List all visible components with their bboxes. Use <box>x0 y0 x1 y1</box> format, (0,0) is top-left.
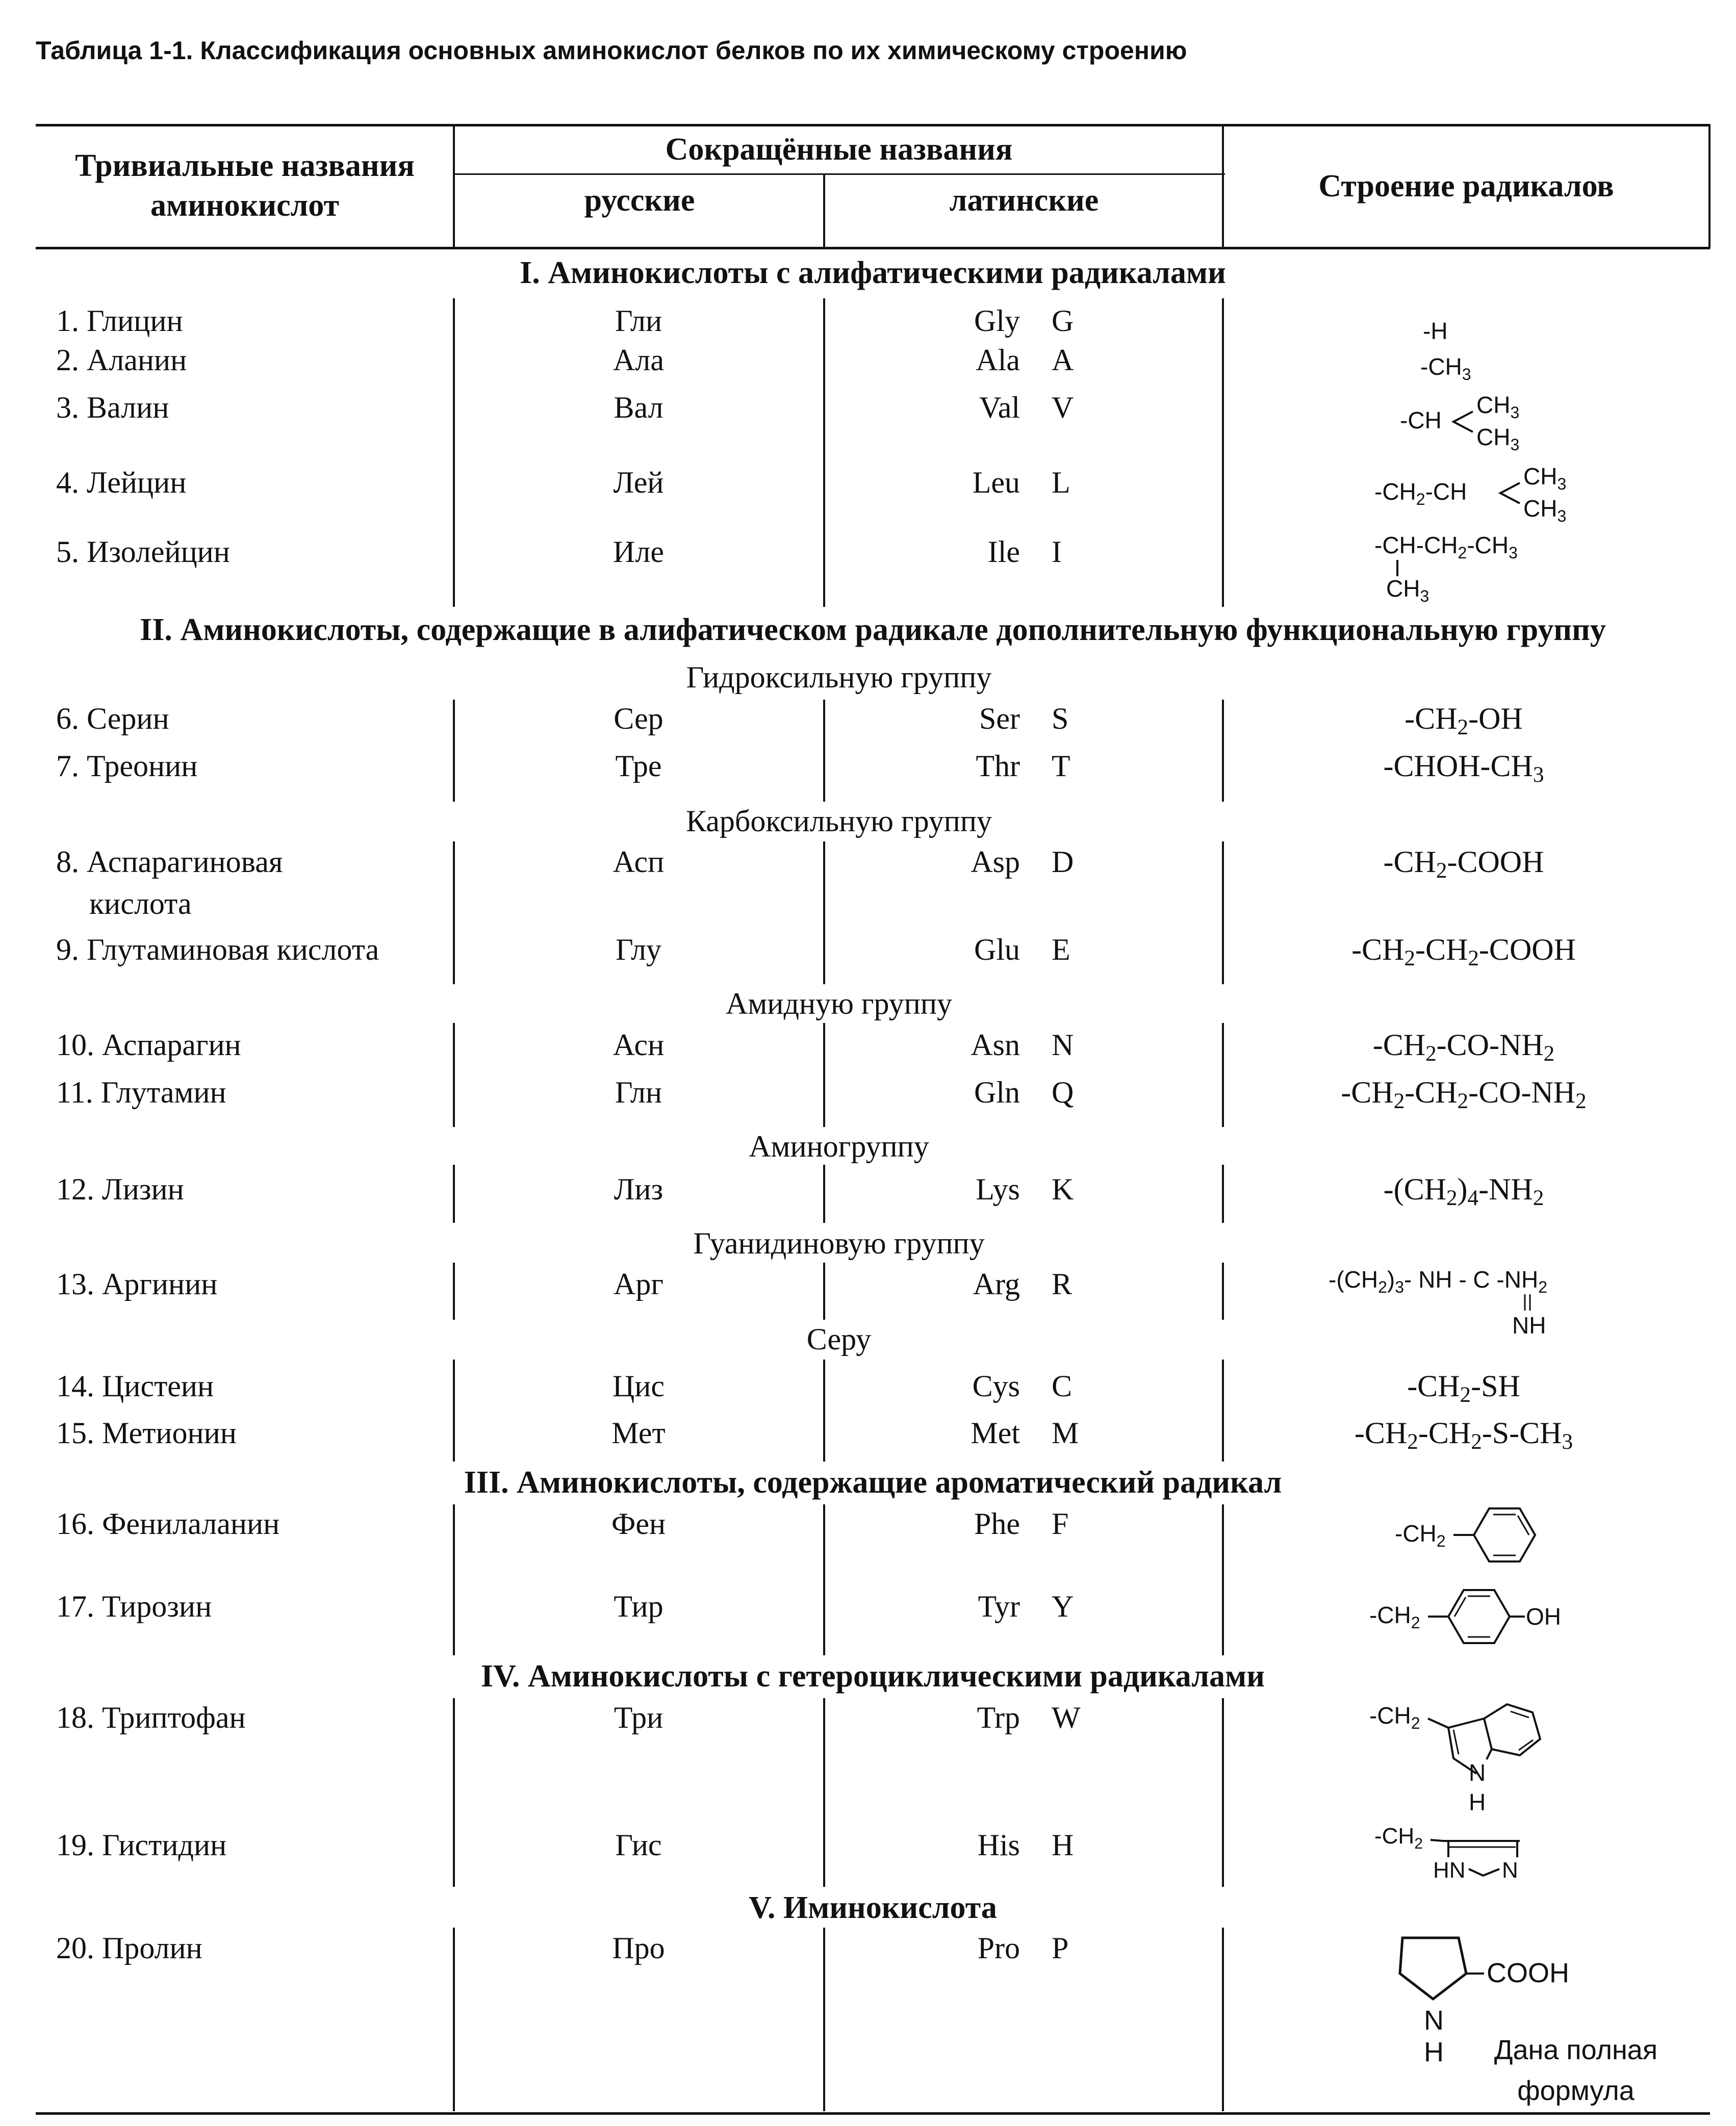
abbr-latin-1: T <box>1052 749 1070 783</box>
amino-acid-name: 15. Метионин <box>56 1416 237 1450</box>
abbr-latin-3: Gln <box>974 1075 1020 1109</box>
amino-acid-name: 12. Лизин <box>56 1172 184 1206</box>
amino-acid-name: 13. Аргинин <box>56 1267 218 1301</box>
column-divider-1 <box>453 1165 455 1223</box>
abbr-latin-3: Lys <box>976 1172 1020 1206</box>
abbr-russian: Тре <box>615 749 662 783</box>
abbr-russian: Цис <box>612 1369 665 1403</box>
header-latin: латинские <box>949 183 1099 218</box>
formula-tyr <box>1367 1581 1632 1652</box>
formula-his <box>1372 1821 1596 1892</box>
abbr-russian: Мет <box>611 1416 666 1450</box>
svg-text:-CH2: $-CH_2$ <box>1369 1702 1420 1732</box>
column-divider-1 <box>453 1504 455 1655</box>
abbr-latin-3: Phe <box>974 1507 1020 1541</box>
column-divider-3 <box>1222 1360 1224 1462</box>
amino-acid-name: 11. Глутамин <box>56 1075 226 1109</box>
column-divider-2 <box>823 298 825 607</box>
column-divider-1 <box>453 1263 455 1320</box>
column-divider-1 <box>453 700 455 802</box>
abbr-latin-3: Asn <box>971 1028 1020 1062</box>
formula-phe <box>1392 1499 1596 1571</box>
formula-lys: $-(CH_2)_4-NH_2$ <box>1383 1172 1544 1210</box>
section-heading-5: V. Иминокислота <box>749 1890 997 1925</box>
abbr-russian: Глн <box>615 1075 662 1109</box>
formula-ala <box>1418 347 1540 388</box>
abbr-latin-1: I <box>1052 535 1062 569</box>
svg-text:-CH-CH2-CH3: $-CH-CH_2-CH_3$ <box>1374 532 1518 562</box>
subheading-amino: Аминогруппу <box>749 1130 929 1163</box>
abbr-russian: Лей <box>613 466 664 499</box>
abbr-latin-1: A <box>1052 343 1074 377</box>
column-divider-2 <box>823 1023 825 1127</box>
abbr-latin-1: Y <box>1052 1590 1074 1623</box>
table-title: Таблица 1-1. Классификация основных аминокислот белков по их химическому строению <box>36 36 1187 65</box>
formula-val <box>1397 385 1581 462</box>
subheading-guanidine: Гуанидиновую группу <box>693 1226 985 1260</box>
column-divider-3 <box>1222 1165 1224 1223</box>
svg-text:CH3: $CH_3$ <box>1476 424 1520 454</box>
abbr-latin-3: Pro <box>977 1931 1020 1965</box>
amino-acid-name: 3. Валин <box>56 391 169 424</box>
svg-text:-CH2-CH: $-CH_2-CH$ <box>1374 478 1467 508</box>
abbr-latin-3: His <box>977 1828 1020 1862</box>
table-top-rule <box>36 124 1710 126</box>
header-right-border <box>1708 124 1711 248</box>
abbr-latin-3: Ile <box>987 535 1020 569</box>
formula-glu: $-CH_2-CH_2$-COOH <box>1351 933 1576 970</box>
column-divider-1 <box>453 1023 455 1127</box>
formula-ser: $-CH_2-OH$ <box>1405 702 1523 739</box>
svg-text:N: N <box>1424 2005 1444 2036</box>
abbr-latin-1: G <box>1052 304 1074 338</box>
abbr-russian: Асп <box>612 845 665 879</box>
table-bottom-rule <box>36 2112 1710 2115</box>
abbr-russian: Ала <box>613 343 664 377</box>
abbr-latin-1: C <box>1052 1369 1073 1403</box>
abbr-russian: Лиз <box>614 1172 663 1206</box>
header-trivial-line1: Тривиальные названия <box>75 148 415 183</box>
amino-acid-name: 7. Треонин <box>56 749 198 783</box>
svg-text:-(CH2)3- NH - C -NH2: $-(CH_2)_3-$ NH - C $-NH_2$ <box>1329 1266 1547 1296</box>
amino-acid-name: 9. Глутаминовая кислота <box>56 933 379 966</box>
formula-asp: $-CH_2$-COOH <box>1383 845 1544 883</box>
column-divider-3 <box>1222 841 1224 984</box>
abbr-latin-3: Asp <box>971 845 1020 879</box>
formula-leu <box>1372 456 1617 533</box>
abbr-russian: Глу <box>615 933 662 966</box>
abbr-latin-3: Trp <box>977 1701 1020 1734</box>
abbr-latin-1: R <box>1052 1267 1073 1301</box>
amino-acid-name-line2: кислота <box>89 887 192 920</box>
abbr-russian: Сер <box>614 702 663 735</box>
abbr-latin-3: Gly <box>974 304 1020 338</box>
formula-cys: $-CH_2-SH$ <box>1407 1369 1520 1407</box>
column-divider-1 <box>453 1698 455 1887</box>
column-divider-2 <box>823 1504 825 1655</box>
abbr-russian: Арг <box>614 1267 663 1301</box>
abbr-latin-3: Leu <box>972 466 1020 499</box>
header-structure: Строение радикалов <box>1318 169 1614 203</box>
formula-ile <box>1372 525 1617 607</box>
column-divider-2 <box>823 700 825 802</box>
abbr-latin-1: S <box>1052 702 1069 735</box>
abbr-latin-3: Glu <box>974 933 1020 966</box>
subheading-carboxyl: Карбоксильную группу <box>685 804 992 838</box>
svg-text:CH3: $CH_3$ <box>1523 463 1567 493</box>
svg-text:H: H <box>1469 1789 1486 1815</box>
column-divider-3 <box>1222 298 1224 607</box>
amino-acid-name: 8. Аспарагиновая <box>56 845 283 879</box>
column-divider-2 <box>823 1928 825 2111</box>
section-heading-1: I. Аминокислоты с алифатическими радикалами <box>520 255 1226 290</box>
abbr-latin-1: K <box>1052 1172 1074 1206</box>
abbr-latin-1: M <box>1052 1416 1079 1450</box>
svg-text:CH3: $CH_3$ <box>1523 495 1567 525</box>
abbr-latin-1: P <box>1052 1931 1069 1965</box>
subheading-amide: Амидную группу <box>726 987 952 1020</box>
proline-note-line2: формула <box>1517 2076 1635 2106</box>
column-divider-3 <box>1222 1504 1224 1655</box>
amino-acid-name: 19. Гистидин <box>56 1828 227 1862</box>
column-divider-1 <box>453 1360 455 1462</box>
formula-thr: $-CHOH-CH_3$ <box>1383 749 1544 787</box>
abbr-latin-1: F <box>1052 1507 1069 1541</box>
abbr-latin-3: Ala <box>976 343 1020 377</box>
abbr-russian: Вал <box>614 391 663 424</box>
svg-text:N: N <box>1502 1858 1518 1883</box>
abbr-header-rule <box>455 173 1225 175</box>
amino-acid-name: 5. Изолейцин <box>56 535 230 569</box>
abbr-latin-1: D <box>1052 845 1074 879</box>
abbr-russian: Гис <box>615 1828 662 1862</box>
amino-acid-name: 16. Фенилаланин <box>56 1507 280 1541</box>
svg-text:-CH3: $-CH_3$ <box>1420 353 1471 383</box>
formula-gly <box>1418 311 1520 347</box>
section-heading-2: II. Аминокислоты, содержащие в алифатическом радикале дополнительную функциональную группу <box>140 612 1606 647</box>
column-divider-1 <box>453 841 455 984</box>
column-divider-3 <box>1222 1023 1224 1127</box>
column-divider-2 <box>823 1165 825 1223</box>
proline-note-line1: Дана полная <box>1494 2035 1658 2065</box>
amino-acid-name: 17. Тирозин <box>56 1590 212 1623</box>
svg-text:CH3: $CH_3$ <box>1386 575 1429 605</box>
column-divider-2 <box>823 1263 825 1320</box>
abbr-russian: Гли <box>615 304 662 338</box>
formula-asn: $-CH_2-CO-NH_2$ <box>1372 1028 1555 1066</box>
svg-text:-CH2: $-CH_2$ <box>1374 1824 1423 1852</box>
abbr-russian: Три <box>614 1701 663 1734</box>
column-divider-3 <box>1222 1263 1224 1320</box>
formula-met: $-CH_2-CH_2-S-CH_3$ <box>1354 1416 1573 1454</box>
svg-text:H: H <box>1424 2037 1444 2067</box>
abbr-latin-3: Tyr <box>978 1590 1020 1623</box>
amino-acid-name: 6. Серин <box>56 702 169 735</box>
section-heading-3: III. Аминокислоты, содержащие ароматический радикал <box>464 1465 1282 1500</box>
proline-note <box>1459 2030 1693 2111</box>
column-divider-2 <box>823 1360 825 1462</box>
formula-arg <box>1326 1260 1612 1351</box>
formula-gln: $-CH_2-CH_2-CO-NH_2$ <box>1341 1075 1587 1113</box>
column-divider-3 <box>1222 1698 1224 1887</box>
abbr-latin-1: H <box>1052 1828 1074 1862</box>
column-divider-1 <box>453 298 455 607</box>
amino-acid-name: 4. Лейцин <box>56 466 187 499</box>
svg-text:NH: NH <box>1512 1312 1546 1339</box>
amino-acid-name: 10. Аспарагин <box>56 1028 241 1062</box>
subheading-hydroxyl: Гидроксильную группу <box>686 660 992 694</box>
header-trivial-line2: аминокислот <box>150 188 340 223</box>
abbr-latin-1: Q <box>1052 1075 1074 1109</box>
svg-text:-CH2: $-CH_2$ <box>1395 1520 1446 1550</box>
svg-text:OH: OH <box>1526 1603 1561 1630</box>
header-russian: русские <box>584 183 695 218</box>
svg-text:COOH: COOH <box>1487 1958 1569 1988</box>
abbr-latin-3: Cys <box>972 1369 1020 1403</box>
svg-text:-CH2: $-CH_2$ <box>1369 1602 1420 1632</box>
abbr-latin-3: Thr <box>976 749 1020 783</box>
subheading-sulfur: Серу <box>806 1322 872 1356</box>
abbr-latin-3: Ser <box>979 702 1020 735</box>
amino-acid-name: 14. Цистеин <box>56 1369 214 1403</box>
formula-trp <box>1367 1698 1601 1821</box>
column-divider-2 <box>823 1698 825 1887</box>
abbr-russian: Асн <box>612 1028 665 1062</box>
svg-text:N: N <box>1469 1759 1486 1786</box>
abbr-latin-1: W <box>1052 1701 1081 1734</box>
header-bottom-rule <box>36 247 1710 249</box>
svg-text:-CH: -CH <box>1400 407 1442 433</box>
svg-text:-H: -H <box>1423 318 1448 344</box>
column-divider-2 <box>823 841 825 984</box>
svg-text:CH3: $CH_3$ <box>1476 392 1520 422</box>
abbr-russian: Тир <box>614 1590 663 1623</box>
svg-text:HN: HN <box>1433 1858 1466 1883</box>
amino-acid-name: 20. Пролин <box>56 1931 202 1965</box>
abbr-latin-1: N <box>1052 1028 1074 1062</box>
column-divider-1 <box>453 1928 455 2111</box>
header-abbr: Сокращённые названия <box>665 132 1013 167</box>
abbr-latin-3: Met <box>971 1416 1020 1450</box>
amino-acid-name: 18. Триптофан <box>56 1701 246 1734</box>
abbr-russian: Иле <box>613 535 664 569</box>
amino-acid-name: 2. Аланин <box>56 343 187 377</box>
abbr-latin-1: V <box>1052 391 1074 424</box>
column-divider-3 <box>1222 1928 1224 2111</box>
amino-acid-name: 1. Глицин <box>56 304 183 338</box>
abbr-russian: Про <box>612 1931 665 1965</box>
abbr-latin-3: Val <box>979 391 1020 424</box>
abbr-latin-1: E <box>1052 933 1070 966</box>
abbr-latin-3: Arg <box>973 1267 1020 1301</box>
column-divider-3 <box>1222 700 1224 802</box>
abbr-latin-1: L <box>1052 466 1070 499</box>
abbr-russian: Фен <box>611 1507 666 1541</box>
section-heading-4: IV. Аминокислоты с гетероциклическими радикалами <box>481 1659 1265 1694</box>
